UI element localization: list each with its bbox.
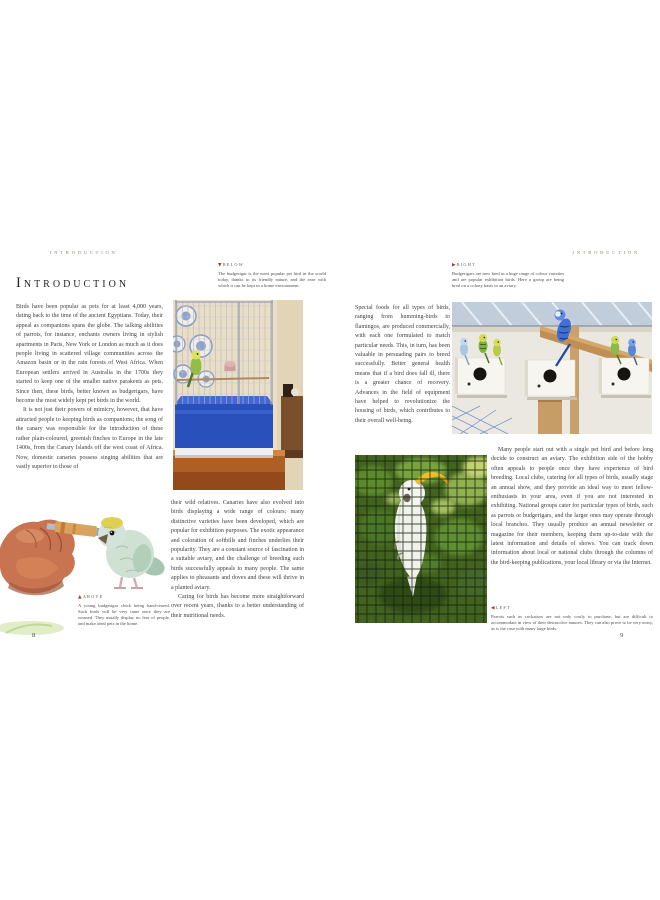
nest-box bbox=[599, 358, 651, 398]
right-page-column-1 bbox=[355, 304, 450, 426]
caption-label: RIGHT bbox=[456, 262, 476, 267]
page-number-left: 8 bbox=[32, 632, 36, 639]
paragraph: Caring for birds has become more straightforward over recent years, thanks to a better understanding of their nutritional needs. bbox=[171, 594, 304, 619]
running-head-left: INTRODUCTION bbox=[50, 250, 118, 255]
nest-box bbox=[455, 358, 507, 398]
paragraph: Birds have been popular as pets for at least 4,000 years, dating back to the time of the ancient Egyptians. Today, their appeal as companions spans the globe. The talking abilities of parrots, for instance, enchants owners living in stylish apartments in Paris, New York or London as much as it does people living in scattered village communities across the Amazon basin or in the rain forests of West Africa. When European settlers arrived in Australia in the 1700s they started to keep one of the smaller native parakeets as pets. Since then, these birds, better known as budgerigars, have become the most widely kept pet birds in the world. bbox=[16, 304, 163, 405]
caption-label: BELOW bbox=[222, 262, 244, 267]
paragraph: their wild relatives. Canaries have also evolved into birds displaying a wide range of colours; many distinctive varieties have been developed, which are popular for exhibition purposes. The exotic appearance and coloration of softbills and finches underlies their popularity. They are a constant source of fascination in a suitable aviary, and the challenge of breeding such birds successfully appeals to many people. The same applies to pheasants and doves and these will thrive in a planted aviary. bbox=[171, 500, 304, 591]
page-title bbox=[16, 274, 129, 292]
caption-label: LEFT bbox=[495, 605, 511, 610]
caption-text: Parrots such as cockatoos are not only costly to purchase, but are difficult to accommodate in view of their destructive natures. They can also prove to be very noisy, as is the case with many large birds. bbox=[491, 613, 653, 631]
budgie-cage-photo bbox=[173, 300, 303, 490]
cockatoo-photo bbox=[355, 455, 487, 623]
budgie-cage-illustration bbox=[173, 300, 303, 490]
left-page-column-1 bbox=[16, 303, 163, 472]
left-page-column-2 bbox=[171, 499, 304, 621]
caption-right bbox=[452, 262, 564, 289]
up-triangle-icon: ▲ bbox=[78, 595, 82, 600]
caption-label: ABOVE bbox=[82, 594, 104, 599]
title-rest: NTRODUCTION bbox=[23, 279, 130, 290]
aviary-illustration bbox=[452, 302, 652, 434]
paragraph: Many people start out with a single pet bird and before long decide to construct an aviary. The exhibition side of the hobby often appeals to people once they have experience of bird breeding. Local clubs, catering for all types of birds, usually stage an annual show, and they provide an ideal way to meet fellow-enthusiasts in your area, even if you are not interested in exhibiting. National groups cater for particular types of birds, such as parrots or budgerigars, and the larger ones may operate through local branches. They usually produce an annual newsletter or magazine for their members, keeping them up-to-date with the latest information and details of shows. You can track down information about local or national clubs through the columns of the bird-keeping publications, your local library or via the Internet. bbox=[491, 447, 653, 566]
down-triangle-icon: ▼ bbox=[218, 263, 222, 268]
paragraph: It is not just their powers of mimicry, however, that have attracted people to keeping birds as companions; the song of the canary was responsible for the introduction of these rather plain-coloured, greenish finches to Europe in the late 1400s, from the Canary Islands off the west coast of Africa. Now, domestic canaries possess singing abilities that are vastly superior to those of bbox=[16, 407, 163, 470]
caption-text: Budgerigars are now bred in a huge range of colour varieties and are popular exhibition birds. Here a group are being bred on a colony basis in an aviary. bbox=[452, 270, 564, 288]
caption-below bbox=[218, 262, 326, 289]
paragraph: Special foods for all types of birds, ranging from humming-birds to flamingos, are produced commercially, with each one formulated to match particular needs. This, in turn, has been valuable in persuading pairs to breed successfully. Better general health means that if a bird does fall ill, there is a greater chance of recovery. Advances in the field of equipment have helped to revolutionize the housing of birds, which contributes to their overall well-being. bbox=[355, 305, 450, 424]
nest-box bbox=[525, 360, 577, 400]
cockatoo-illustration bbox=[355, 455, 487, 623]
caption-left bbox=[491, 605, 653, 632]
right-page-column-2 bbox=[491, 446, 653, 568]
page-number-right: 9 bbox=[620, 632, 624, 639]
aviary-nestboxes-photo bbox=[452, 302, 652, 434]
caption-text: The budgerigar is the most popular pet bird in the world today, thanks to its friendly nature, and the ease with which it can be kept in a home environment. bbox=[218, 270, 326, 288]
caption-above bbox=[78, 594, 170, 627]
title-initial: I bbox=[16, 275, 24, 291]
left-triangle-icon: ◀ bbox=[491, 606, 495, 611]
chick-illustration bbox=[98, 517, 167, 588]
feeder-cup-illustration bbox=[225, 361, 236, 371]
running-head-right: INTRODUCTION bbox=[572, 250, 640, 255]
right-triangle-icon: ▶ bbox=[452, 263, 456, 268]
caption-text: A young budgerigar chick being hand-reared. Such birds will be very tame once they are weaned. They usually display no fear of people, and make ideal pets in the home. bbox=[78, 602, 170, 626]
